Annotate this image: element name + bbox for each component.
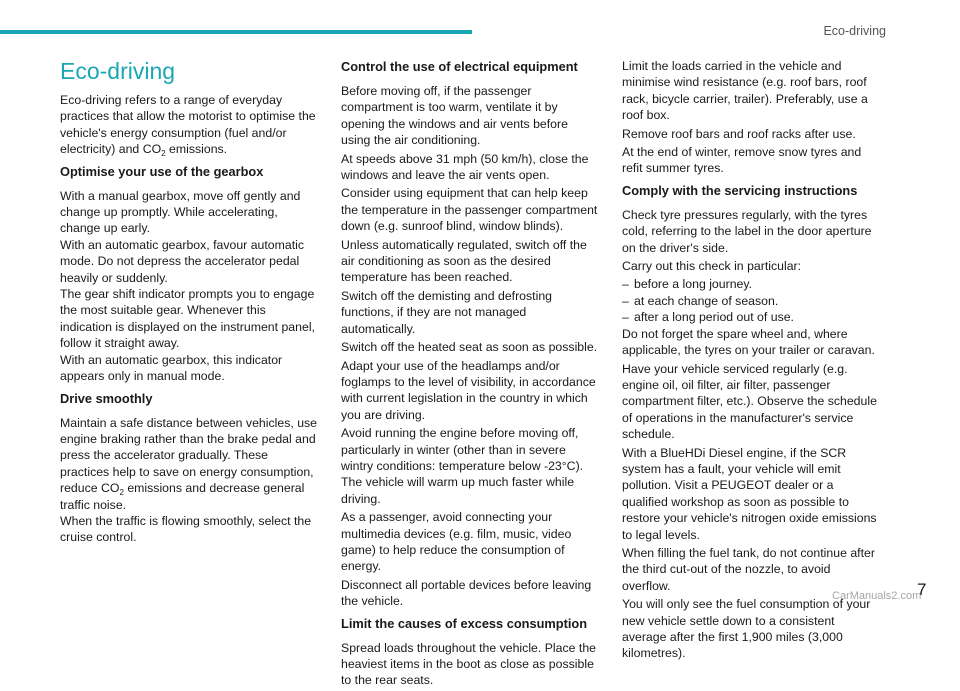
servicing-paragraph: When filling the fuel tank, do not continue after the third cut-out of the nozzle, to avoid overflow. xyxy=(622,545,875,593)
load-paragraph: Limit the loads carried in the vehicle and minimise wind resistance (e.g. roof bars, roof rack, bicycle carrier, trailer). Preferably, use a roof box. xyxy=(622,59,868,123)
electrical-heading: Control the use of electrical equipment xyxy=(341,59,578,74)
gearbox-paragraph: The gear shift indicator prompts you to engage the most suitable gear. Whenever this indication is displayed on the instrument panel, follow it straight away. xyxy=(60,287,315,351)
electrical-paragraph: Disconnect all portable devices before leaving the vehicle. xyxy=(341,577,592,609)
gearbox-heading: Optimise your use of the gearbox xyxy=(60,163,264,179)
electrical-paragraph: As a passenger, avoid connecting your multimedia devices (e.g. film, music, video game) to help reduce the consumption of energy. xyxy=(341,510,572,574)
load-paragraph: At the end of winter, remove snow tyres and refit summer tyres. xyxy=(622,145,862,176)
electrical-paragraph: Switch off the demisting and defrosting functions, if they are not managed automatically. xyxy=(341,288,552,336)
intro-paragraph: Eco-driving refers to a range of everyday practices that allow the motorist to optimise the vehicle's energy consumption (fuel and/or electricity) and $CO_2$ emissions. xyxy=(60,93,316,159)
electrical-paragraph: Consider using equipment that can help keep the temperature in the passenger compartment down (e.g. sunroof blind, window blinds). xyxy=(341,186,598,234)
servicing-paragraph: Have your vehicle serviced regularly (e.g. engine oil, oil filter, air filter, passenger compartment filter, etc.). Observe the schedule of operations in the manufacturer's service schedule. xyxy=(622,361,877,442)
electrical-paragraph: At speeds above 31 mph (50 km/h), close the windows and leave the air vents open. xyxy=(341,151,589,183)
watermark: CarManuals2.com xyxy=(832,590,922,602)
load-paragraph: Remove roof bars and roof racks after use. xyxy=(622,126,856,141)
column-3 xyxy=(622,58,880,664)
servicing-paragraph: You will only see the fuel consumption of your new vehicle settle down to a consistent average after the first 1,900 miles (3,000 kilometres). xyxy=(622,597,871,661)
list-item: – before a long journey. xyxy=(622,277,753,292)
page-title: Eco-driving xyxy=(60,58,176,84)
servicing-paragraph: Check tyre pressures regularly, with the tyres cold, referring to the label in the door aperture on the driver's side. xyxy=(622,207,872,255)
header-accent-bar xyxy=(0,30,472,34)
drive-smoothly-paragraph: Maintain a safe distance between vehicles, use engine braking rather than the brake pedal and press the accelerator gradually. These practices help to save on energy consumption, reduce $CO_2$ emissions and decrease general traffic noise. xyxy=(60,415,318,512)
gearbox-paragraph: With a manual gearbox, move off gently and change up promptly. While accelerating, change up early. xyxy=(60,188,301,236)
excess-consumption-paragraph: Spread loads throughout the vehicle. Place the heaviest items in the boot as close as possible to the rear seats. xyxy=(341,640,596,688)
electrical-paragraph: Switch off the heated seat as soon as possible. xyxy=(341,340,598,355)
electrical-paragraph: Unless automatically regulated, switch off the air conditioning as soon as the desired temperature has been reached. xyxy=(341,237,587,285)
column-2 xyxy=(341,58,599,691)
excess-consumption-heading: Limit the causes of excess consumption xyxy=(341,615,588,631)
electrical-paragraph: Before moving off, if the passenger compartment is too warm, ventilate it by opening the windows and air vents before using the air conditioning. xyxy=(341,84,568,148)
page-number: 7 xyxy=(917,580,927,599)
servicing-heading: Comply with the servicing instructions xyxy=(622,182,858,198)
column-1 xyxy=(60,58,318,546)
gearbox-paragraph: With an automatic gearbox, this indicator appears only in manual mode. xyxy=(60,352,283,384)
list-item: – after a long period out of use. xyxy=(622,310,794,325)
servicing-paragraph: Carry out this check in particular: xyxy=(622,259,802,274)
electrical-paragraph: Adapt your use of the headlamps and/or foglamps to the level of visibility, in accordance with current legislation in the country in which you are driving. xyxy=(341,358,596,422)
gearbox-paragraph: With an automatic gearbox, favour automatic mode. Do not depress the accelerator pedal heavily or suddenly. xyxy=(60,237,305,285)
servicing-paragraph: Do not forget the spare wheel and, where applicable, the tyres on your trailer or caravan. xyxy=(622,326,875,358)
drive-smoothly-heading: Drive smoothly xyxy=(60,390,153,406)
section-title: Eco-driving xyxy=(823,24,886,38)
electrical-paragraph: Avoid running the engine before moving off, particularly in winter (other than in severe wintry conditions: temperature below -23°C). The vehicle will warm up much faster while driving. xyxy=(341,426,584,506)
servicing-paragraph: With a BlueHDi Diesel engine, if the SCR system has a fault, your vehicle will emit pollution. Visit a PEUGEOT dealer or a qualified workshop as soon as possible to restore your vehicle's nitrogen oxide emissions to legal levels. xyxy=(622,445,877,542)
drive-smoothly-paragraph: When the traffic is flowing smoothly, select the cruise control. xyxy=(60,513,312,545)
list-item: – at each change of season. xyxy=(622,293,779,308)
